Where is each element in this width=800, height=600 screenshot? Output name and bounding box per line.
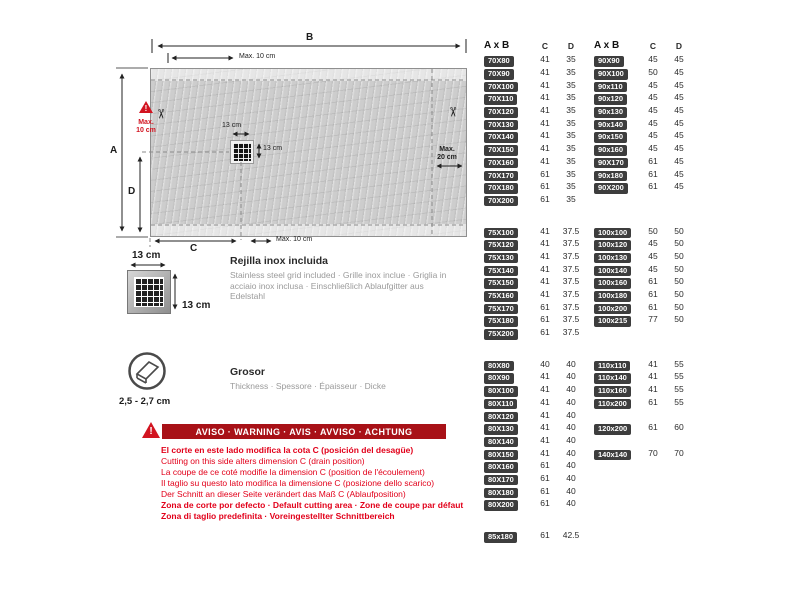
size-c-value: 61 <box>540 472 550 483</box>
size-d-value: 37.5 <box>562 238 580 249</box>
size-c-value: 41 <box>540 225 550 236</box>
grid-info-subtitle: Stainless steel grid included · Grille inox inclue · Griglia in acciaio inox inclusa · Einschließlich Ablaufgitter aus Edelstahl <box>230 270 447 301</box>
size-badge: 75X140 <box>484 266 518 277</box>
size-badge: 90X170 <box>594 158 628 169</box>
header-axb-left: A x B <box>484 40 510 51</box>
header-d-left: D <box>567 40 575 51</box>
size-table-body <box>484 53 700 541</box>
size-badge: 70X120 <box>484 107 518 118</box>
header-c-right: C <box>649 40 657 51</box>
size-c-value: 41 <box>540 396 550 407</box>
drain-grid <box>231 141 253 163</box>
size-c-value: 45 <box>648 250 658 261</box>
size-d-value: 50 <box>674 238 684 249</box>
size-c-value: 61 <box>648 422 658 433</box>
dimension-d-label: D <box>128 186 136 197</box>
size-badge: 70X130 <box>484 120 518 131</box>
table-row <box>484 326 700 339</box>
drain-width-label: 13 cm <box>222 122 242 129</box>
size-c-value: 40 <box>540 358 550 369</box>
size-badge: 90x130 <box>594 107 627 118</box>
size-badge: 80X120 <box>484 412 518 423</box>
size-d-value: 50 <box>674 314 684 325</box>
size-c-value: 61 <box>540 485 550 496</box>
size-badge: 70X180 <box>484 183 518 194</box>
warning-triangle-icon: ! <box>139 101 153 113</box>
size-badge: 80X160 <box>484 462 518 473</box>
size-badge: 75X150 <box>484 278 518 289</box>
size-c-value: 41 <box>540 143 550 154</box>
size-d-value: 40 <box>566 434 576 445</box>
size-d-value: 55 <box>674 384 684 395</box>
grid-info-title: Rejilla inox incluida <box>230 255 329 267</box>
size-d-value: 35 <box>566 130 576 141</box>
size-badge: 100x130 <box>594 253 631 264</box>
size-d-value: 40 <box>566 371 576 382</box>
size-d-value: 35 <box>566 92 576 103</box>
size-badge: 75X130 <box>484 253 518 264</box>
header-d-right: D <box>675 40 683 51</box>
size-badge: 100x200 <box>594 304 631 315</box>
size-c-value: 45 <box>648 143 658 154</box>
size-d-value: 35 <box>566 155 576 166</box>
size-c-value: 61 <box>540 168 550 179</box>
size-c-value: 41 <box>540 130 550 141</box>
size-d-value: 70 <box>674 447 684 458</box>
size-d-value: 45 <box>674 79 684 90</box>
size-badge: 80X100 <box>484 386 518 397</box>
size-d-value: 35 <box>566 79 576 90</box>
size-d-value: 35 <box>566 105 576 116</box>
size-c-value: 41 <box>540 384 550 395</box>
size-badge: 110x200 <box>594 399 631 410</box>
warning-banner: AVISO · WARNING · AVIS · AVVISO · ACHTUNG <box>162 424 446 439</box>
size-badge: 100x215 <box>594 316 631 327</box>
size-c-value: 41 <box>540 92 550 103</box>
warning-line: Der Schnitt an dieser Seite verändert das Maß C (Ablaufposition) <box>161 489 406 499</box>
size-d-value: 40 <box>566 358 576 369</box>
size-c-value: 41 <box>540 371 550 382</box>
size-d-value: 40 <box>566 409 576 420</box>
size-d-value: 50 <box>674 301 684 312</box>
size-badge: 90X100 <box>594 69 628 80</box>
dimension-b-label: B <box>306 32 314 43</box>
size-c-value: 77 <box>648 314 658 325</box>
size-badge: 80X140 <box>484 437 518 448</box>
size-d-value: 37.5 <box>562 250 580 261</box>
size-c-value: 61 <box>540 301 550 312</box>
scissors-icon: ✂ <box>445 106 461 118</box>
size-c-value: 41 <box>540 434 550 445</box>
size-c-value: 61 <box>540 460 550 471</box>
size-d-value: 40 <box>566 485 576 496</box>
size-badge: 100x160 <box>594 278 631 289</box>
size-d-value: 35 <box>566 168 576 179</box>
size-c-value: 45 <box>648 130 658 141</box>
size-badge: 140x140 <box>594 450 631 461</box>
size-badge: 70X80 <box>484 56 514 67</box>
size-c-value: 41 <box>540 79 550 90</box>
size-c-value: 61 <box>648 289 658 300</box>
size-d-value: 37.5 <box>562 327 580 338</box>
size-badge: 75X200 <box>484 329 518 340</box>
size-d-value: 37.5 <box>562 314 580 325</box>
size-d-value: 50 <box>674 250 684 261</box>
max10-top-label: Max. 10 cm <box>239 53 276 60</box>
size-d-value: 37.5 <box>562 301 580 312</box>
size-c-value: 41 <box>648 384 658 395</box>
size-c-value: 41 <box>648 358 658 369</box>
size-d-value: 35 <box>566 193 576 204</box>
size-c-value: 61 <box>648 181 658 192</box>
size-c-value: 41 <box>540 422 550 433</box>
size-c-value: 50 <box>648 225 658 236</box>
size-c-value: 41 <box>540 409 550 420</box>
size-c-value: 45 <box>648 54 658 65</box>
size-badge: 70X200 <box>484 196 518 207</box>
size-d-value: 35 <box>566 117 576 128</box>
scissors-icon: ✂ <box>153 108 169 120</box>
size-d-value: 45 <box>674 181 684 192</box>
size-d-value: 37.5 <box>562 263 580 274</box>
size-badge: 70X100 <box>484 82 518 93</box>
warning-line: Zona de corte por defecto · Default cutting area · Zone de coupe par défaut <box>161 500 464 510</box>
thickness-title: Grosor <box>230 366 266 378</box>
grid-dim-top-label: 13 cm <box>132 250 161 261</box>
warning-line: Cutting on this side alters dimension C (drain position) <box>161 456 365 466</box>
size-badge: 70X110 <box>484 94 517 105</box>
size-badge: 75X170 <box>484 304 518 315</box>
size-badge: 85x180 <box>484 532 517 543</box>
size-d-value: 55 <box>674 396 684 407</box>
header-axb-right: A x B <box>594 40 620 51</box>
size-c-value: 41 <box>540 67 550 78</box>
size-d-value: 40 <box>566 472 576 483</box>
size-badge: 90x140 <box>594 120 627 131</box>
max10-left-warning-label: Max. 10 cm <box>136 119 156 134</box>
size-d-value: 40 <box>566 422 576 433</box>
top-cut-strip <box>151 69 466 81</box>
size-c-value: 41 <box>540 263 550 274</box>
size-badge: 110x110 <box>594 361 630 372</box>
thickness-subtitle: Thickness · Spessore · Épaisseur · Dicke <box>230 381 386 391</box>
size-badge: 120x200 <box>594 424 631 435</box>
size-badge: 90x120 <box>594 94 627 105</box>
size-badge: 80X180 <box>484 488 518 499</box>
size-badge: 110x160 <box>594 386 631 397</box>
size-badge: 90x110 <box>594 82 627 93</box>
thickness-icon <box>126 350 168 392</box>
size-badge: 90X90 <box>594 56 624 67</box>
size-d-value: 55 <box>674 371 684 382</box>
size-c-value: 45 <box>648 117 658 128</box>
grid-icon <box>127 270 171 314</box>
size-badge: 100x100 <box>594 228 631 239</box>
table-row <box>484 529 700 542</box>
bottom-cut-strip <box>151 224 466 236</box>
size-c-value: 41 <box>648 371 658 382</box>
size-badge: 70X160 <box>484 158 518 169</box>
size-badge: 80X200 <box>484 500 518 511</box>
grid-dim-side-label: 13 cm <box>182 300 211 311</box>
size-d-value: 42.5 <box>562 530 580 541</box>
size-d-value: 45 <box>674 168 684 179</box>
max20-label: Max. 20 cm <box>437 146 457 161</box>
size-c-value: 61 <box>540 314 550 325</box>
size-badge: 80X90 <box>484 373 514 384</box>
size-d-value: 45 <box>674 143 684 154</box>
size-d-value: 45 <box>674 117 684 128</box>
size-d-value: 40 <box>566 460 576 471</box>
size-badge: 70X170 <box>484 171 518 182</box>
size-badge: 90x160 <box>594 145 627 156</box>
size-d-value: 37.5 <box>562 289 580 300</box>
size-d-value: 50 <box>674 289 684 300</box>
size-c-value: 45 <box>648 238 658 249</box>
size-badge: 75X120 <box>484 240 518 251</box>
size-badge: 70X90 <box>484 69 514 80</box>
size-badge: 100x120 <box>594 240 631 251</box>
max10-bottom-label: Max. 10 cm <box>276 236 313 243</box>
size-c-value: 41 <box>540 238 550 249</box>
size-badge: 90x180 <box>594 171 627 182</box>
size-c-value: 41 <box>540 276 550 287</box>
size-c-value: 41 <box>540 289 550 300</box>
banner-warning-triangle-icon: ! <box>142 422 160 438</box>
size-d-value: 45 <box>674 105 684 116</box>
size-c-value: 61 <box>540 498 550 509</box>
size-badge: 75X100 <box>484 228 518 239</box>
header-c-left: C <box>541 40 549 51</box>
dimension-a-label: A <box>110 145 118 156</box>
size-c-value: 45 <box>648 79 658 90</box>
size-c-value: 61 <box>648 301 658 312</box>
size-c-value: 61 <box>648 396 658 407</box>
size-badge: 100x140 <box>594 266 631 277</box>
warning-line: Zona di taglio predefinita · Voreingestellter Schnittbereich <box>161 511 395 521</box>
size-d-value: 37.5 <box>562 225 580 236</box>
size-c-value: 41 <box>540 54 550 65</box>
size-badge: 80X80 <box>484 361 514 372</box>
size-c-value: 61 <box>540 181 550 192</box>
warning-line: La coupe de ce coté modifie la dimension C (position de l'écoulement) <box>161 467 425 477</box>
size-badge: 75X180 <box>484 316 518 327</box>
size-d-value: 35 <box>566 181 576 192</box>
size-c-value: 41 <box>540 250 550 261</box>
size-badge: 70X150 <box>484 145 518 156</box>
warning-line: Il taglio su questo lato modifica la dimensione C (posizione dello scarico) <box>161 478 435 488</box>
size-table <box>484 38 700 541</box>
size-c-value: 45 <box>648 92 658 103</box>
size-c-value: 70 <box>648 447 658 458</box>
size-d-value: 40 <box>566 447 576 458</box>
size-c-value: 61 <box>648 276 658 287</box>
size-d-value: 35 <box>566 67 576 78</box>
size-d-value: 45 <box>674 130 684 141</box>
size-c-value: 41 <box>540 117 550 128</box>
drain-height-label: 13 cm <box>263 145 283 152</box>
size-badge: 100x180 <box>594 291 631 302</box>
size-c-value: 41 <box>540 105 550 116</box>
size-d-value: 50 <box>674 276 684 287</box>
size-badge: 90x150 <box>594 132 627 143</box>
size-d-value: 50 <box>674 225 684 236</box>
size-c-value: 41 <box>540 155 550 166</box>
size-c-value: 61 <box>540 327 550 338</box>
size-d-value: 55 <box>674 358 684 369</box>
size-d-value: 45 <box>674 92 684 103</box>
warning-lines <box>161 445 501 522</box>
size-badge: 70X140 <box>484 132 518 143</box>
size-d-value: 40 <box>566 384 576 395</box>
size-d-value: 45 <box>674 155 684 166</box>
size-c-value: 45 <box>648 263 658 274</box>
size-d-value: 40 <box>566 498 576 509</box>
table-row <box>484 497 700 510</box>
warning-line: El corte en este lado modifica la cota C (posición del desagüe) <box>161 445 414 455</box>
size-badge: 80X170 <box>484 475 518 486</box>
size-badge: 110x140 <box>594 373 631 384</box>
size-c-value: 61 <box>540 193 550 204</box>
size-badge: 90X200 <box>594 183 628 194</box>
size-c-value: 61 <box>648 168 658 179</box>
size-c-value: 61 <box>648 155 658 166</box>
size-d-value: 40 <box>566 396 576 407</box>
size-badge: 75X160 <box>484 291 518 302</box>
size-d-value: 45 <box>674 67 684 78</box>
size-c-value: 41 <box>540 447 550 458</box>
size-c-value: 50 <box>648 67 658 78</box>
size-d-value: 35 <box>566 54 576 65</box>
size-badge: 80X150 <box>484 450 518 461</box>
size-c-value: 61 <box>540 530 550 541</box>
size-d-value: 45 <box>674 54 684 65</box>
size-d-value: 37.5 <box>562 276 580 287</box>
size-badge: 80X130 <box>484 424 518 435</box>
shower-tray-drawing <box>150 68 467 237</box>
size-d-value: 35 <box>566 143 576 154</box>
size-d-value: 50 <box>674 263 684 274</box>
size-badge: 80X110 <box>484 399 517 410</box>
dimension-c-label: C <box>190 243 198 254</box>
thickness-range-label: 2,5 - 2,7 cm <box>119 396 171 407</box>
size-c-value: 45 <box>648 105 658 116</box>
size-d-value: 60 <box>674 422 684 433</box>
table-row <box>484 193 700 206</box>
